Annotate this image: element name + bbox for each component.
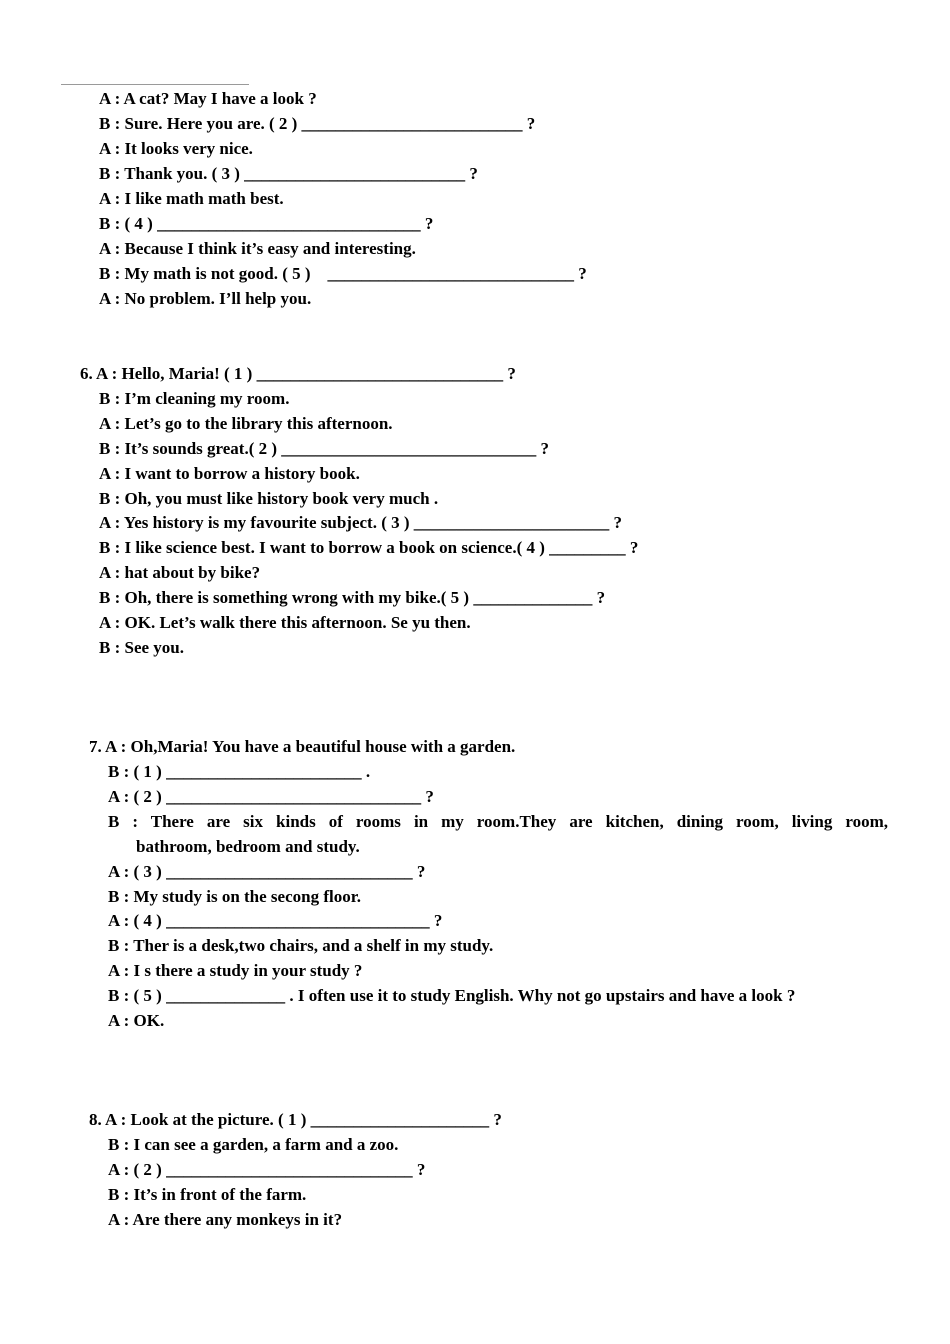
dialogue-line: A : ( 2 ) ______________________________ ? — [108, 787, 434, 806]
dialogue-line: B : I’m cleaning my room. — [99, 389, 290, 408]
dialogue-line: A : ( 2 ) _____________________________ ? — [108, 1160, 426, 1179]
dialogue-line: B : See you. — [99, 638, 184, 657]
dialogue-line: A : A cat? May I have a look ? — [99, 89, 317, 108]
dialogue-line: B : Oh, you must like history book very much . — [99, 489, 439, 508]
dialogue-line: B : Ther is a desk,two chairs, and a shelf in my study. — [108, 936, 494, 955]
dialogue-line: A : Yes history is my favourite subject. ( 3 ) _______________________ ? — [99, 513, 623, 532]
question-heading-7: 7. A : Oh,Maria! You have a beautiful house with a garden. — [89, 737, 516, 756]
dialogue-line: A : I want to borrow a history book. — [99, 464, 360, 483]
dialogue-line: A : OK. — [108, 1011, 165, 1030]
question-heading-8: 8. A : Look at the picture. ( 1 ) _____________________ ? — [89, 1110, 502, 1129]
dialogue-line: B : I like science best. I want to borrow a book on science.( 4 ) _________ ? — [99, 538, 639, 557]
dialogue-line: B : Oh, there is something wrong with my bike.( 5 ) ______________ ? — [99, 588, 606, 607]
dialogue-line: B : It’s in front of the farm. — [108, 1185, 307, 1204]
dialogue-line: B : There are six kinds of rooms in my room.They are kitchen, dining room, living room, — [108, 812, 888, 831]
dialogue-line: A : hat about by bike? — [99, 563, 261, 582]
dialogue-line: A : Let’s go to the library this afternoon. — [99, 414, 393, 433]
dialogue-line: A : ( 3 ) _____________________________ ? — [108, 862, 426, 881]
question-heading-6: 6. A : Hello, Maria! ( 1 ) _____________________________ ? — [80, 364, 516, 383]
dialogue-line: B : ( 4 ) _______________________________ ? — [99, 214, 434, 233]
dialogue-line: A : I like math math best. — [99, 189, 284, 208]
dialogue-line: B : Thank you. ( 3 ) __________________________ ? — [99, 164, 478, 183]
dialogue-line: A : Are there any monkeys in it? — [108, 1210, 343, 1229]
dialogue-line: B : It’s sounds great.( 2 ) ______________________________ ? — [99, 439, 550, 458]
dialogue-line: B : My math is not good. ( 5 ) _____________________________ ? — [99, 264, 587, 283]
dialogue-line: A : I s there a study in your study ? — [108, 961, 363, 980]
dialogue-line: B : I can see a garden, a farm and a zoo. — [108, 1135, 399, 1154]
dialogue-line: B : Sure. Here you are. ( 2 ) __________________________ ? — [99, 114, 536, 133]
dialogue-line: A : OK. Let’s walk there this afternoon. Se yu then. — [99, 613, 471, 632]
dialogue-line: A : Because I think it’s easy and interesting. — [99, 239, 416, 258]
top-rule — [61, 84, 249, 85]
dialogue-line: B : ( 1 ) _______________________ . — [108, 762, 371, 781]
dialogue-line: A : No problem. I’ll help you. — [99, 289, 312, 308]
dialogue-line: A : It looks very nice. — [99, 139, 253, 158]
dialogue-line: A : ( 4 ) _______________________________ ? — [108, 911, 443, 930]
dialogue-line: B : ( 5 ) ______________ . I often use it to study English. Why not go upstairs and have a look ? — [108, 986, 796, 1005]
dialogue-line-continuation: bathroom, bedroom and study. — [136, 837, 360, 856]
dialogue-line: B : My study is on the secong floor. — [108, 887, 361, 906]
